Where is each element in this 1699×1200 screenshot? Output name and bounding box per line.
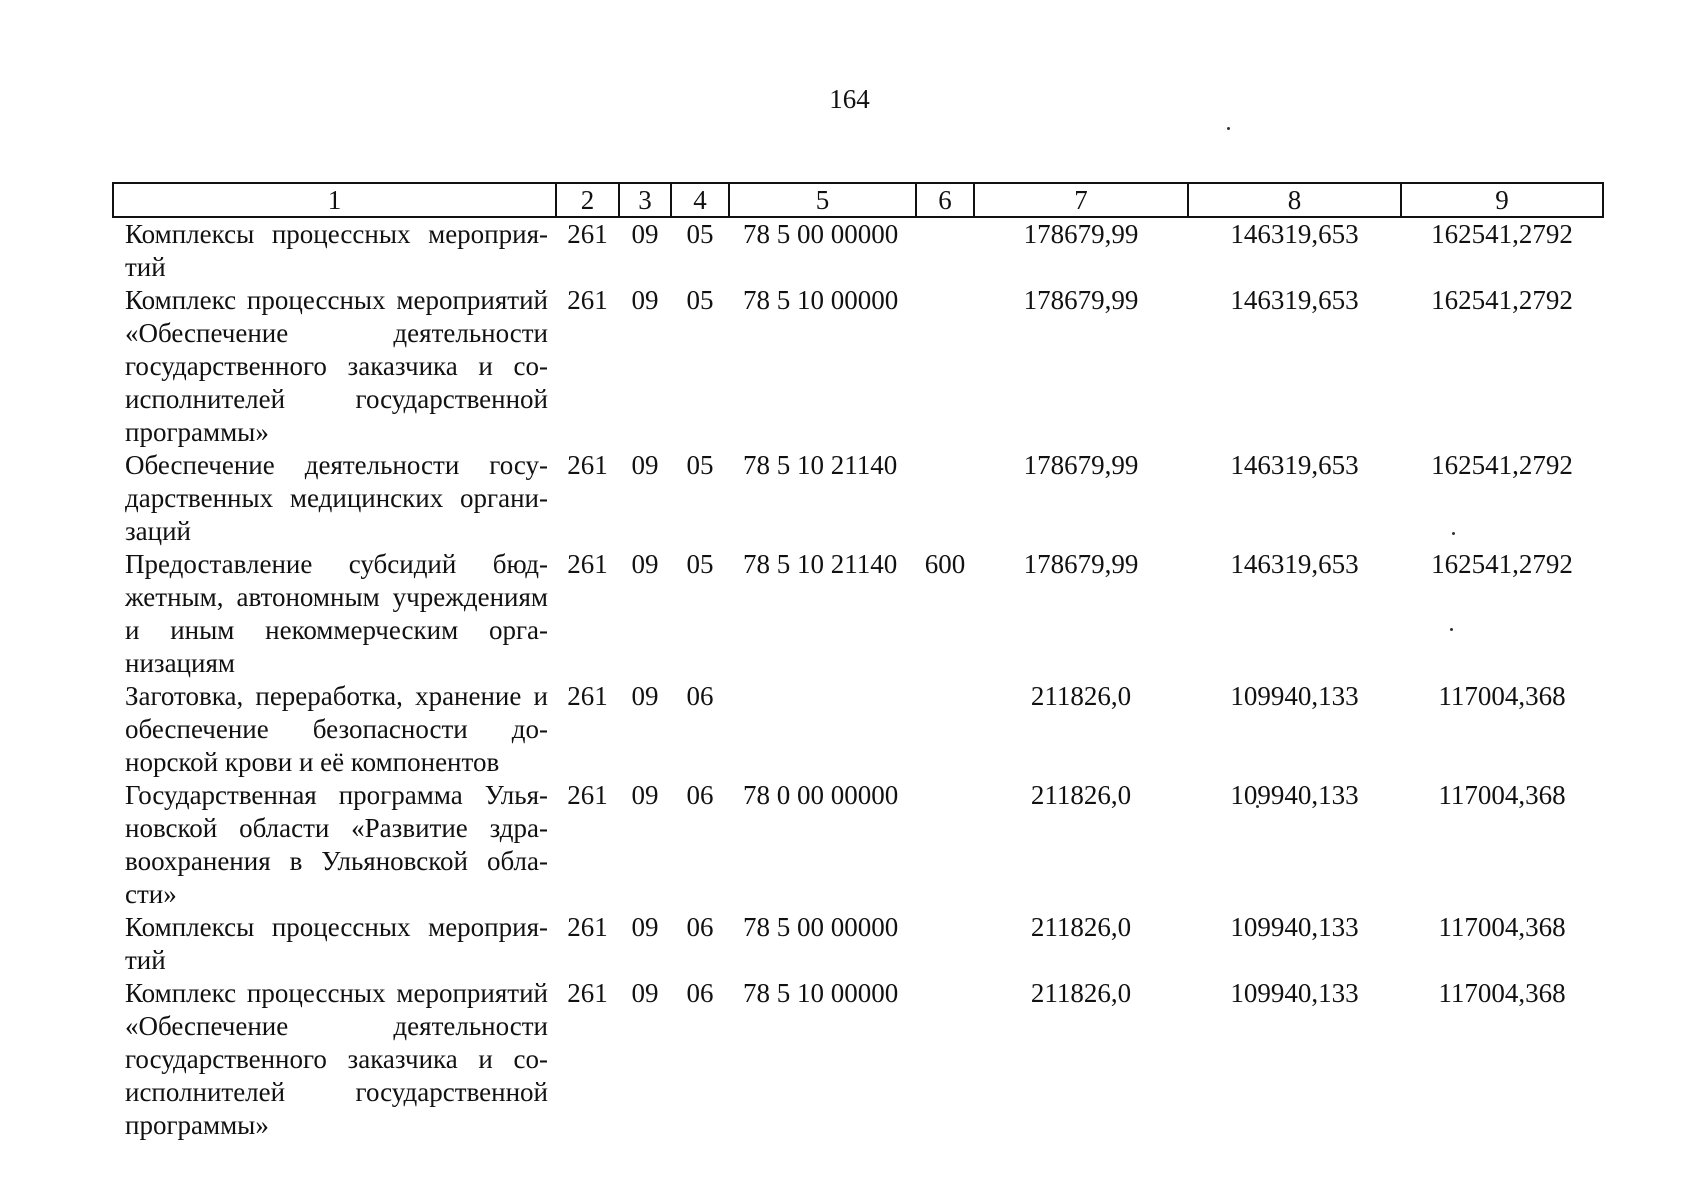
cell-col2: 261: [567, 549, 608, 579]
cell-col3: 09: [631, 450, 659, 480]
item-name: Заготовка, переработка, хранение и обеспечение безопасности донорской крови и её компонентов: [125, 681, 548, 777]
column-header: 9: [1401, 183, 1603, 217]
cell-col4: 06: [686, 978, 714, 1008]
cell-col5: 78 5 10 00000: [743, 978, 899, 1008]
cell-col8: 109940,133: [1230, 780, 1359, 810]
cell-col9: 117004,368: [1438, 780, 1566, 810]
column-header: 7: [974, 183, 1188, 217]
cell-col7: 211826,0: [1030, 978, 1132, 1008]
cell-col3: 09: [631, 780, 659, 810]
table-row: [113, 977, 1603, 1142]
column-header: 1: [113, 183, 556, 217]
item-name: Обеспечение деятельности государственных медицинских организаций: [125, 450, 548, 546]
table-row: [113, 284, 1603, 449]
cell-col7: 178679,99: [1023, 285, 1139, 315]
cell-col6: [916, 779, 974, 911]
cell-col6: 600: [924, 549, 966, 579]
cell-col6: [916, 911, 974, 977]
cell-col7: 211826,0: [1030, 681, 1132, 711]
cell-col6: [916, 680, 974, 779]
cell-col9: 117004,368: [1438, 978, 1566, 1008]
cell-col9: 162541,2792: [1431, 450, 1573, 480]
cell-col3: 09: [631, 549, 659, 579]
cell-col2: 261: [567, 285, 608, 315]
table-row: [113, 548, 1603, 680]
cell-col8: 146319,653: [1230, 549, 1359, 579]
cell-col6: [916, 217, 974, 284]
cell-col4: 05: [686, 219, 714, 249]
cell-col2: 261: [567, 450, 608, 480]
cell-col4: 06: [686, 912, 714, 942]
cell-col9: 162541,2792: [1431, 285, 1573, 315]
cell-col5: 78 5 00 00000: [743, 219, 899, 249]
column-header: 2: [556, 183, 619, 217]
item-name: Предоставление субсидий бюджетным, автономным учреждениям и иным некоммерческим организациям: [125, 549, 548, 678]
cell-col4: 05: [686, 450, 714, 480]
table-row: [113, 217, 1603, 284]
column-header: 8: [1188, 183, 1401, 217]
cell-col9: 117004,368: [1438, 912, 1566, 942]
cell-col2: 261: [567, 978, 608, 1008]
cell-col9: 162541,2792: [1431, 549, 1573, 579]
cell-col2: 261: [567, 681, 608, 711]
table-row: [113, 449, 1603, 548]
cell-col6: [916, 284, 974, 449]
cell-col3: 09: [631, 912, 659, 942]
cell-col5: 78 0 00 00000: [743, 780, 899, 810]
cell-col6: [916, 977, 974, 1142]
cell-col8: 109940,133: [1230, 681, 1359, 711]
cell-col5: 78 5 10 21140: [743, 450, 898, 480]
page-number: 164: [829, 84, 870, 114]
table-row: [113, 911, 1603, 977]
column-header: 3: [619, 183, 671, 217]
cell-col5: [729, 680, 916, 779]
cell-col3: 09: [631, 681, 659, 711]
cell-col5: 78 5 00 00000: [743, 912, 899, 942]
cell-col8: 146319,653: [1230, 285, 1359, 315]
cell-col8: 109940,133: [1230, 912, 1359, 942]
cell-col3: 09: [631, 219, 659, 249]
column-header: 6: [916, 183, 974, 217]
cell-col2: 261: [567, 780, 608, 810]
cell-col9: 162541,2792: [1431, 219, 1573, 249]
item-name: Комплексы процессных мероприятий: [125, 912, 548, 975]
column-number-row: [113, 183, 1603, 217]
item-name: Комплекс процессных мероприятий «Обеспечение деятельности государственного заказчика и соисполнителей государственной программы»: [125, 978, 548, 1140]
cell-col6: [916, 449, 974, 548]
budget-table: [112, 182, 1604, 1142]
cell-col8: 109940,133: [1230, 978, 1359, 1008]
cell-col8: 146319,653: [1230, 450, 1359, 480]
cell-col4: 06: [686, 780, 714, 810]
cell-col4: 05: [686, 285, 714, 315]
cell-col3: 09: [631, 978, 659, 1008]
cell-col4: 05: [686, 549, 714, 579]
table-row: [113, 680, 1603, 779]
cell-col5: 78 5 10 00000: [743, 285, 899, 315]
cell-col7: 211826,0: [1030, 780, 1132, 810]
cell-col7: 178679,99: [1023, 450, 1139, 480]
cell-col9: 117004,368: [1438, 681, 1566, 711]
table-row: [113, 779, 1603, 911]
cell-col8: 146319,653: [1230, 219, 1359, 249]
cell-col2: 261: [567, 219, 608, 249]
cell-col7: 211826,0: [1030, 912, 1132, 942]
cell-col2: 261: [567, 912, 608, 942]
cell-col7: 178679,99: [1023, 549, 1139, 579]
cell-col4: 06: [686, 681, 714, 711]
cell-col7: 178679,99: [1023, 219, 1139, 249]
cell-col5: 78 5 10 21140: [743, 549, 898, 579]
item-name: Комплексы процессных мероприятий: [125, 219, 548, 282]
item-name: Комплекс процессных мероприятий «Обеспечение деятельности государственного заказчика и соисполнителей государственной программы»: [125, 285, 548, 447]
item-name: Государственная программа Ульяновской области «Развитие здравоохранения в Ульяновской области»: [125, 780, 548, 909]
cell-col3: 09: [631, 285, 659, 315]
column-header: 4: [671, 183, 729, 217]
scan-speck: [1227, 127, 1230, 130]
column-header: 5: [729, 183, 916, 217]
